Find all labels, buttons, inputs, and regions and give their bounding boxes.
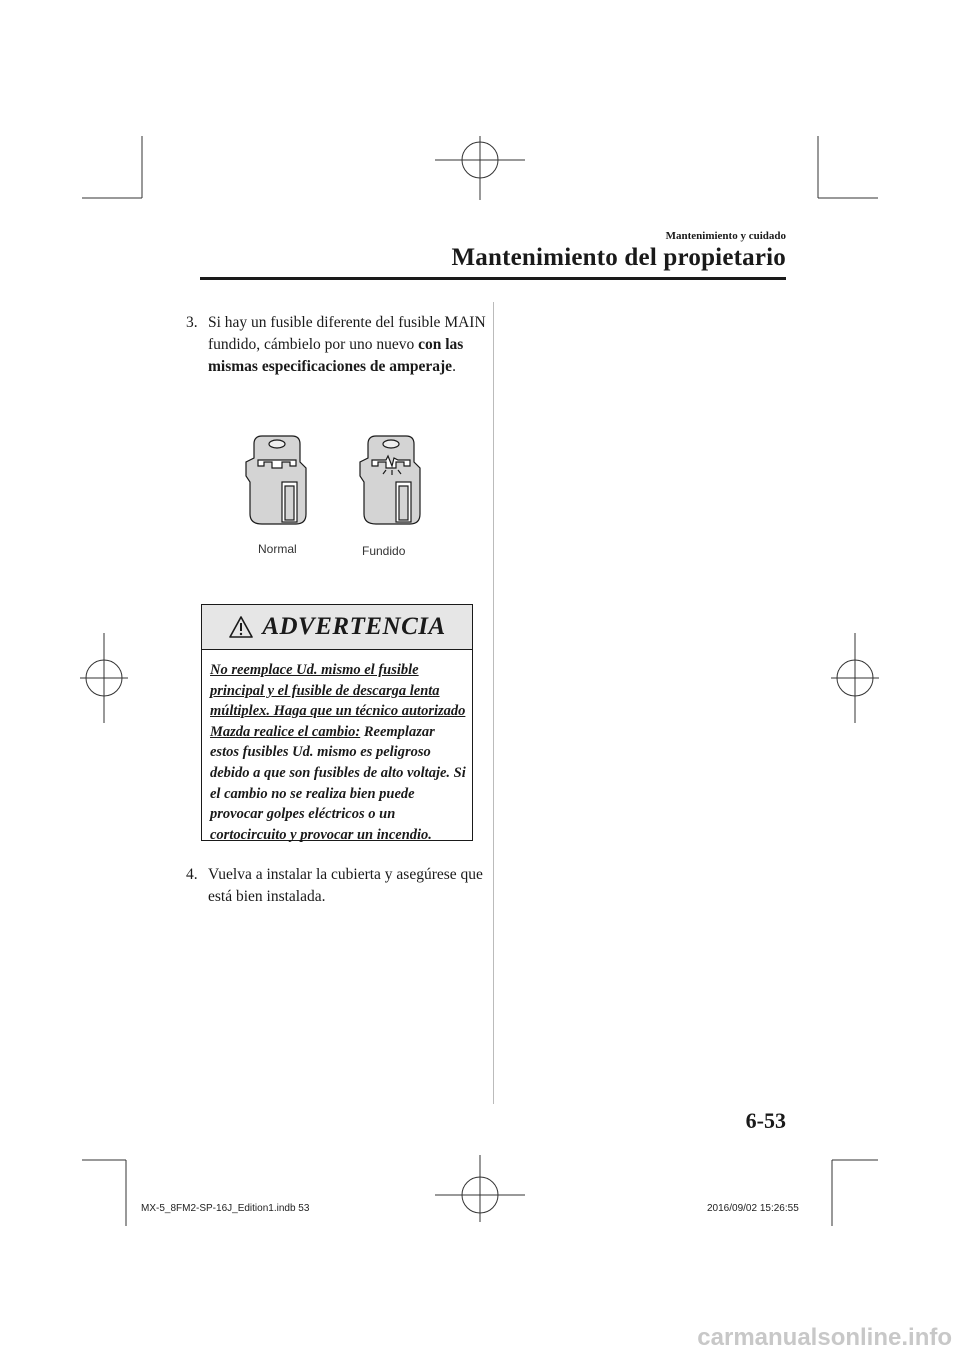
warning-box	[201, 604, 473, 841]
warning-underlined-text: No reemplace Ud. mismo el fusible principal y el fusible de descarga lenta múltiplex. Haga que un técnico autorizado Mazda realice el cambio:	[210, 662, 466, 740]
warning-triangle-icon	[228, 615, 254, 639]
page-number: 6-53	[745, 1108, 786, 1133]
warning-text: Reemplazar estos fusibles Ud. mismo es peligroso debido a que son fusibles de alto voltaje. Si el cambio no se realiza bien puede provocar golpes eléctricos o un cortocircuito y provocar un incendio.	[210, 723, 466, 843]
page-title: Mantenimiento del propietario	[451, 244, 786, 271]
fuse-label-blown: Fundido	[362, 544, 406, 558]
footer-date: 2016/09/02 15:26:55	[707, 1203, 799, 1214]
warning-header	[202, 605, 472, 650]
column-divider	[493, 302, 494, 1104]
warning-body	[202, 650, 472, 845]
warning-title: ADVERTENCIA	[262, 613, 446, 640]
fuse-blown-icon	[360, 436, 420, 524]
step-4	[186, 864, 486, 908]
step-3	[186, 312, 486, 378]
fuse-normal-icon	[246, 436, 306, 524]
step-4-text: Vuelva a instalar la cubierta y asegúrese que está bien instalada.	[208, 866, 483, 905]
footer-file-name: MX-5_8FM2-SP-16J_Edition1.indb 53	[141, 1203, 310, 1214]
fuse-illustration	[232, 432, 432, 532]
step-3-text: Si hay un fusible diferente del fusible MAIN fundido, cámbielo por uno nuevo con las mismas especificaciones de amperaje.	[208, 314, 486, 375]
fuse-label-normal: Normal	[258, 542, 297, 556]
header-rule	[200, 277, 786, 280]
watermark: carmanualsonline.info	[697, 1324, 952, 1351]
step-3-number: 3.	[186, 314, 198, 331]
section-label: Mantenimiento y cuidado	[665, 230, 786, 242]
step-4-number: 4.	[186, 866, 198, 883]
step-3-emphasis: con las mismas especificaciones de amperaje	[208, 336, 464, 375]
